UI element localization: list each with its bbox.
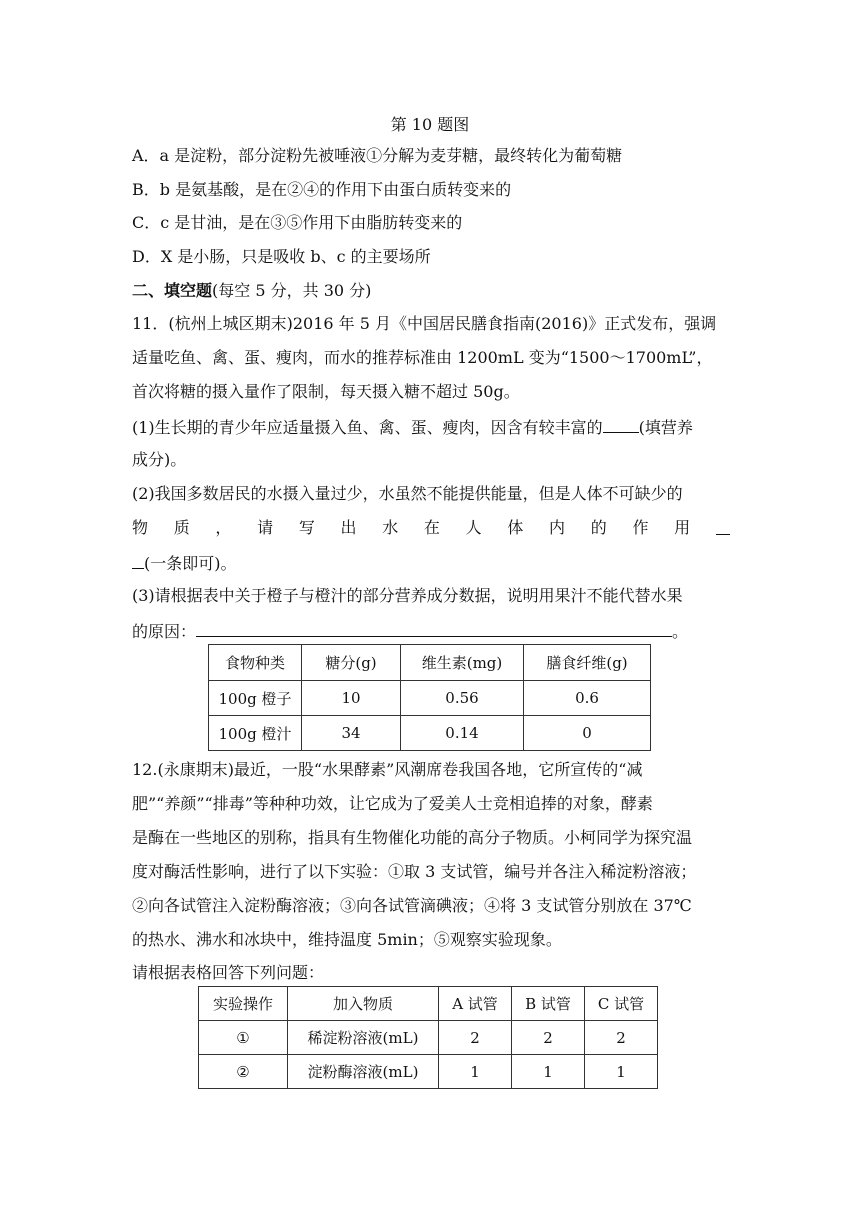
q12-line-7: 请根据表格回答下列问题： <box>132 963 325 982</box>
table-header-row <box>209 645 651 681</box>
q11-part1-cont: 成分)。 <box>132 450 187 469</box>
table-header-row <box>199 987 658 1021</box>
spaced-word: 质 <box>173 518 190 537</box>
table-cell: 2 <box>439 1021 512 1055</box>
table-header-cell: B 试管 <box>512 987 585 1021</box>
table-row <box>199 1021 658 1055</box>
option-c: C．c 是甘油，是在③⑤作用下由脂肪转变来的 <box>132 213 463 232</box>
q11-line-3: 首次将糖的摄入量作了限制，每天摄入糖不超过 50g。 <box>132 382 520 401</box>
table-cell: 100g 橙汁 <box>209 716 302 751</box>
q11-part1-hint: (填营养 <box>638 418 693 437</box>
answer-blank-1[interactable] <box>603 416 639 433</box>
table-cell: 0.14 <box>401 716 524 751</box>
q11-line-1: 11．(杭州上城区期末)2016 年 5 月《中国居民膳食指南(2016)》正式发布，强调 <box>132 314 717 333</box>
table-row <box>199 1055 658 1089</box>
q11-line-2: 适量吃鱼、禽、蛋、瘦肉，而水的推荐标准由 1200mL 变为“1500～1700mL”， <box>132 348 713 367</box>
spaced-word: 的 <box>590 518 607 537</box>
q11-part3-cont <box>132 620 732 642</box>
q11-part2: (2)我国多数居民的水摄入量过少，水虽然不能提供能量，但是人体不可缺少的 <box>132 484 683 503</box>
table-row <box>209 716 651 751</box>
table-cell: 2 <box>585 1021 658 1055</box>
answer-blank-3[interactable] <box>196 620 672 637</box>
q11-part2-end <box>132 552 732 574</box>
spaced-word: 体 <box>507 518 524 537</box>
table-header-cell: A 试管 <box>439 987 512 1021</box>
answer-blank-2[interactable] <box>132 552 144 569</box>
spaced-word: 请 <box>257 518 274 537</box>
table-header-cell: 膳食纤维(g) <box>524 645 651 681</box>
spaced-word: 写 <box>298 518 315 537</box>
table-cell: 稀淀粉溶液(mL) <box>288 1021 439 1055</box>
q12-line-4: 度对酶活性影响，进行了以下实验：①取 3 支试管，编号并各注入稀淀粉溶液； <box>132 862 697 881</box>
option-d: D．X 是小肠，只是吸收 b、c 的主要场所 <box>132 247 431 266</box>
q12-line-5: ②向各试管注入淀粉酶溶液；③向各试管滴碘液；④将 3 支试管分别放在 37℃ <box>132 896 692 915</box>
spaced-word: 人 <box>465 518 482 537</box>
table-cell: 1 <box>512 1055 585 1089</box>
spaced-word: 物 <box>132 518 149 537</box>
table-header-cell: C 试管 <box>585 987 658 1021</box>
q11-part1-text: (1)生长期的青少年应适量摄入鱼、禽、蛋、瘦肉，因含有较丰富的 <box>132 418 603 437</box>
table-cell: 0.6 <box>524 681 651 716</box>
q11-part1 <box>132 416 732 438</box>
figure-caption: 第 10 题图 <box>390 115 470 134</box>
table-cell: ① <box>199 1021 288 1055</box>
table-cell: 1 <box>439 1055 512 1089</box>
q12-line-6: 的热水、沸水和冰块中，维持温度 5min；⑤观察实验现象。 <box>132 930 562 949</box>
table-cell: 10 <box>302 681 401 716</box>
q12-line-1: 12.(永康期末)最近，一股“水果酵素”风潮席卷我国各地，它所宣传的“减 <box>132 760 643 779</box>
table-cell: 0 <box>524 716 651 751</box>
q11-part3-end: 。 <box>672 622 689 641</box>
section-title: 二、填空题 <box>132 281 213 300</box>
table-cell: ② <box>199 1055 288 1089</box>
q12-line-2: 肥”“养颜”“排毒”等种种功效，让它成为了爱美人士竞相追捧的对象，酵素 <box>132 794 653 813</box>
spaced-word: 在 <box>423 518 440 537</box>
spaced-word: 出 <box>340 518 357 537</box>
table-cell: 34 <box>302 716 401 751</box>
option-a: A．a 是淀粉，部分淀粉先被唾液①分解为麦芽糖，最终转化为葡萄糖 <box>132 146 623 165</box>
spaced-word: 用 <box>674 518 691 537</box>
q12-line-3: 是酶在一些地区的别称，指具有生物催化功能的高分子物质。小柯同学为探究温 <box>132 828 693 847</box>
table-header-cell: 维生素(mg) <box>401 645 524 681</box>
table-header-cell: 食物种类 <box>209 645 302 681</box>
table-header-cell: 糖分(g) <box>302 645 401 681</box>
table-cell: 1 <box>585 1055 658 1089</box>
table-cell: 100g 橙子 <box>209 681 302 716</box>
q11-part3-label: 的原因： <box>132 622 197 641</box>
section-note: (每空 5 分，共 30 分) <box>212 281 372 300</box>
spaced-word: 内 <box>549 518 566 537</box>
experiment-table <box>198 986 658 1089</box>
q11-part2-words <box>132 518 730 538</box>
spaced-word: ， <box>215 518 232 537</box>
table-cell: 淀粉酶溶液(mL) <box>288 1055 439 1089</box>
option-b: B．b 是氨基酸，是在②④的作用下由蛋白质转变来的 <box>132 180 512 199</box>
q11-part2-note: (一条即可)。 <box>144 554 237 573</box>
table-cell: 0.56 <box>401 681 524 716</box>
spaced-word: 水 <box>382 518 399 537</box>
table-header-cell: 实验操作 <box>199 987 288 1021</box>
nutrition-table <box>208 644 651 751</box>
table-header-cell: 加入物质 <box>288 987 439 1021</box>
q11-part3: (3)请根据表中关于橙子与橙汁的部分营养成分数据，说明用果汁不能代替水果 <box>132 586 683 605</box>
spaced-word: 作 <box>632 518 649 537</box>
answer-blank-2-start[interactable] <box>716 518 730 535</box>
section-heading <box>132 281 732 301</box>
q11-part2-spaced <box>132 518 732 538</box>
table-cell: 2 <box>512 1021 585 1055</box>
table-row <box>209 681 651 716</box>
